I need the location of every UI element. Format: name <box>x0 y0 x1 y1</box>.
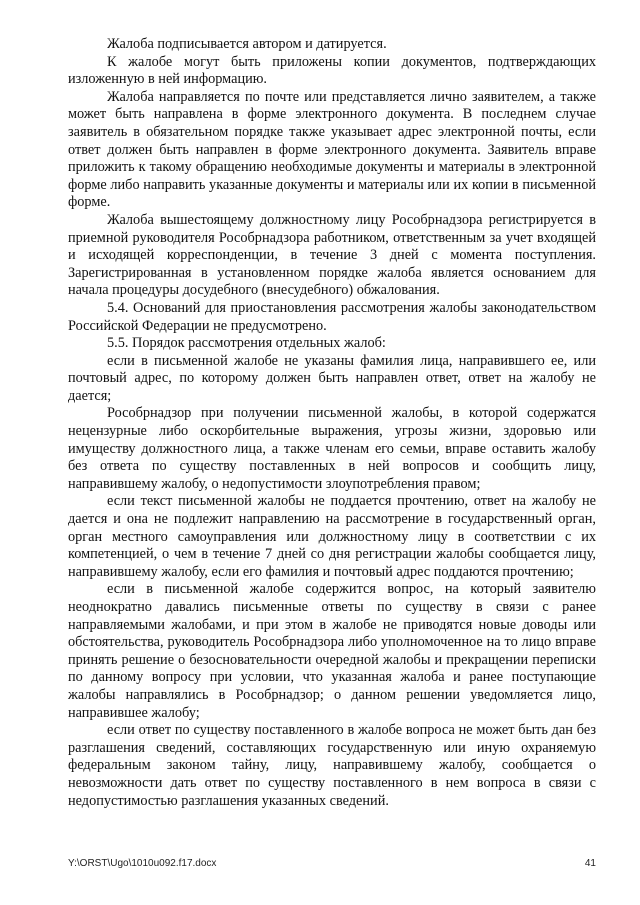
footer-file-path: Y:\ORST\Ugo\1010u092.f17.docx <box>68 858 217 869</box>
paragraph-unreadable-text: если текст письменной жалобы не поддается прочтению, ответ на жалобу не дается и она не подлежит направлению на рассмотрение в государственный орган, орган местного самоуправления или должностному лицу в соответствии с их компетенцией, о чем в течение 7 дней со дня регистрации жалобы сообщается лицу, направившему жалобу, если его фамилия и почтовый адрес поддаются прочтению; <box>68 493 596 580</box>
paragraph-4: Жалоба вышестоящему должностному лицу Рособрнадзора регистрируется в приемной руководителя Рособрнадзора работником, ответственным за учет входящей и исходящей корреспонденции, в течение 3 дней с момента поступления. Зарегистрированная в установленном порядке жалоба является основанием для начала процедуры досудебного (внесудебного) обжалования. <box>68 211 596 299</box>
page-footer <box>68 858 596 869</box>
paragraph-1: Жалоба подписывается автором и датируется. <box>107 36 387 52</box>
paragraph-repeated-question: если в письменной жалобе содержится вопрос, на который заявителю неоднократно давались письменные ответы по существу в связи с ранее направляемыми жалобами, и при этом в жалобе не приводятся новые доводы или обстоятельства, руководитель Рособрнадзора либо уполномоченное на то лицо вправе принять решение о безосновательности очередной жалобы и прекращении переписки по данному вопросу при условии, что указанная жалоба и ранее поступающие жалобы направлялись в Рособрнадзор; о данном решении уведомляется лицо, направившее жалобу; <box>68 581 596 721</box>
paragraph-5-5-heading: 5.5. Порядок рассмотрения отдельных жалоб: <box>107 335 386 352</box>
document-body <box>68 36 596 810</box>
paragraph-state-secret: если ответ по существу поставленного в жалобе вопроса не может быть дан без разглашения сведений, составляющих государственную или иную охраняемую федеральным законом тайну, лицу, направившему жалобу, сообщается о невозможности дать ответ по существу поставленного в нем вопроса в связи с недопустимостью разглашения указанных сведений. <box>68 722 596 809</box>
paragraph-2: К жалобе могут быть приложены копии документов, подтверждающих изложенную в ней информацию. <box>68 53 596 88</box>
paragraph-offensive-language: Рособрнадзор при получении письменной жалобы, в которой содержатся нецензурные либо оскорбительные выражения, угрозы жизни, здоровью или имуществу должностного лица, а также членам его семьи, вправе оставить жалобу без ответа по существу поставленных в ней вопросов и сообщить лицу, направившему жалобу, о недопустимости злоупотребления правом; <box>68 405 596 492</box>
paragraph-5-4: 5.4. Оснований для приостановления рассмотрения жалобы законодательством Российской Федерации не предусмотрено. <box>68 299 596 334</box>
paragraph-no-name-address: если в письменной жалобе не указаны фамилия лица, направившего ее, или почтовый адрес, по которому должен быть направлен ответ, ответ на жалобу не дается; <box>68 352 596 404</box>
footer-page-number: 41 <box>584 858 596 869</box>
paragraph-3: Жалоба направляется по почте или представляется лично заявителем, а также может быть направлена в форме электронного документа. В последнем случае заявитель в обязательном порядке также указывает адрес электронной почты, если ответ должен быть направлен в форме электронного документа. Заявитель вправе приложить к такому обращению необходимые документы и материалы в электронной форме либо направить указанные документы и материалы или их копии в письменной форме. <box>68 88 596 211</box>
